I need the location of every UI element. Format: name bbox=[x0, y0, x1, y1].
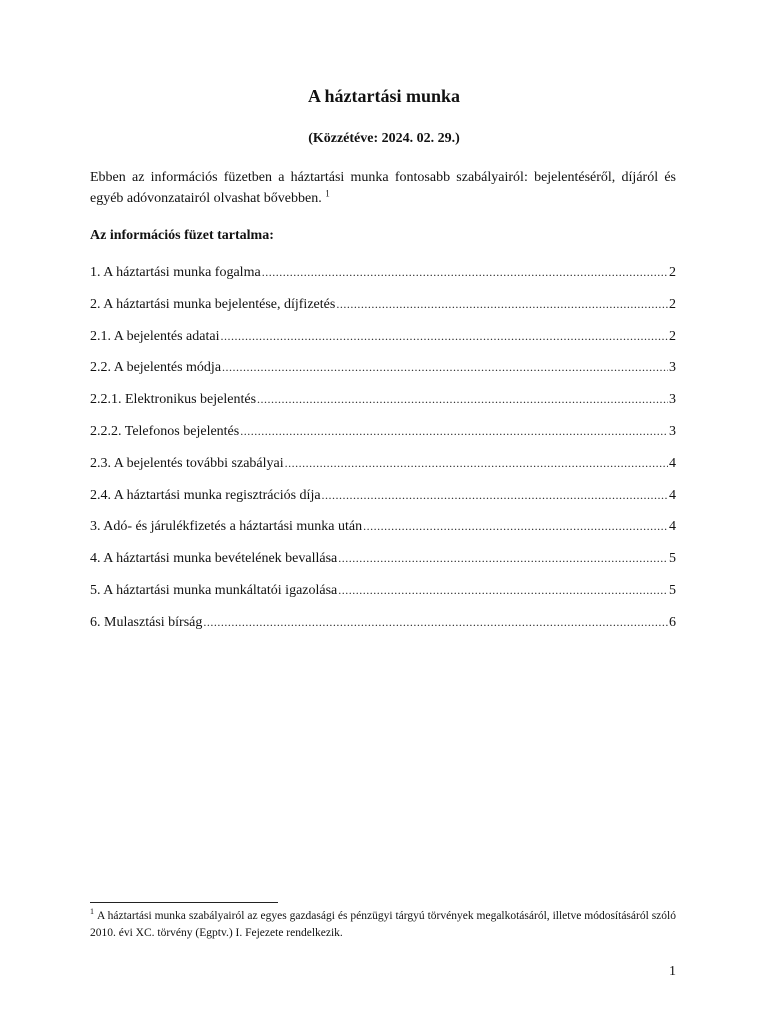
toc-leader-dots bbox=[322, 488, 668, 503]
toc-entry-label: 6. Mulasztási bírság bbox=[90, 614, 203, 630]
toc-entry-label: 2.4. A háztartási munka regisztrációs díja bbox=[90, 487, 321, 503]
toc-leader-dots bbox=[338, 583, 668, 598]
toc-entry[interactable] bbox=[90, 615, 676, 647]
toc-entry-page: 3 bbox=[669, 360, 676, 376]
toc-entry[interactable] bbox=[90, 583, 676, 615]
toc-entry-label: 2.2.2. Telefonos bejelentés bbox=[90, 423, 240, 439]
table-of-contents bbox=[90, 265, 676, 647]
toc-entry-page: 3 bbox=[669, 423, 676, 439]
toc-entry[interactable] bbox=[90, 297, 676, 329]
toc-entry-label: 3. Adó- és járulékfizetés a háztartási munka után bbox=[90, 519, 363, 535]
toc-leader-dots bbox=[222, 360, 668, 375]
toc-entry[interactable] bbox=[90, 360, 676, 392]
toc-entry-page: 5 bbox=[669, 582, 676, 598]
toc-leader-dots bbox=[240, 424, 668, 439]
footnote-number: 1 bbox=[90, 907, 94, 917]
toc-entry-page: 4 bbox=[669, 487, 676, 503]
toc-entry-label: 5. A háztartási munka munkáltatói igazolása bbox=[90, 582, 338, 598]
toc-entry-label: 2. A háztartási munka bejelentése, díjfizetés bbox=[90, 296, 336, 312]
toc-entry-label: 2.1. A bejelentés adatai bbox=[90, 328, 220, 344]
toc-entry-page: 2 bbox=[669, 328, 676, 344]
toc-leader-dots bbox=[363, 519, 668, 534]
document-title: A háztartási munka bbox=[307, 86, 460, 106]
toc-leader-dots bbox=[336, 297, 668, 312]
toc-entry-page: 4 bbox=[669, 455, 676, 471]
toc-entry-label: 2.2.1. Elektronikus bejelentés bbox=[90, 392, 257, 408]
toc-entry[interactable] bbox=[90, 456, 676, 488]
toc-entry-page: 5 bbox=[669, 551, 676, 567]
intro-text: Ebben az információs füzetben a háztartási munka fontosabb szabályairól: bejelentéséről, díjáról és egyéb adóvonzatairól olvashat bővebben. bbox=[90, 170, 676, 206]
toc-entry-page: 2 bbox=[669, 296, 676, 312]
toc-entry-label: 1. A háztartási munka fogalma bbox=[90, 265, 261, 280]
intro-paragraph bbox=[90, 167, 676, 209]
toc-leader-dots bbox=[285, 456, 668, 471]
footnote-separator bbox=[90, 902, 278, 903]
toc-entry[interactable] bbox=[90, 329, 676, 361]
toc-heading: Az információs füzet tartalma: bbox=[90, 228, 274, 243]
toc-leader-dots bbox=[220, 329, 668, 344]
toc-leader-dots bbox=[257, 392, 668, 407]
footnote-reference[interactable]: 1 bbox=[325, 188, 330, 199]
toc-entry-label: 2.3. A bejelentés további szabályai bbox=[90, 455, 284, 471]
toc-entry-page: 3 bbox=[669, 392, 676, 408]
toc-entry[interactable] bbox=[90, 488, 676, 520]
toc-leader-dots bbox=[262, 265, 668, 280]
toc-entry[interactable] bbox=[90, 551, 676, 583]
toc-entry[interactable] bbox=[90, 392, 676, 424]
toc-entry-page: 2 bbox=[669, 265, 676, 280]
footnote-text: A háztartási munka szabályairól az egyes gazdasági és pénzügyi tárgyú törvények megalkotásáról, illetve módosításáról szóló 2010. évi XC. törvény (Egptv.) I. Fejezete rendelkezik. bbox=[90, 910, 676, 939]
toc-entry[interactable] bbox=[90, 265, 676, 297]
toc-entry[interactable] bbox=[90, 424, 676, 456]
toc-entry-page: 4 bbox=[669, 519, 676, 535]
publication-date: (Közzétéve: 2024. 02. 29.) bbox=[308, 131, 460, 146]
footnote bbox=[90, 908, 676, 942]
toc-leader-dots bbox=[203, 615, 668, 630]
toc-entry-label: 4. A háztartási munka bevételének bevallása bbox=[90, 551, 338, 567]
toc-entry-page: 6 bbox=[669, 614, 676, 630]
page-number: 1 bbox=[669, 964, 676, 979]
toc-entry-label: 2.2. A bejelentés módja bbox=[90, 360, 222, 376]
toc-entry[interactable] bbox=[90, 519, 676, 551]
toc-leader-dots bbox=[338, 551, 668, 566]
